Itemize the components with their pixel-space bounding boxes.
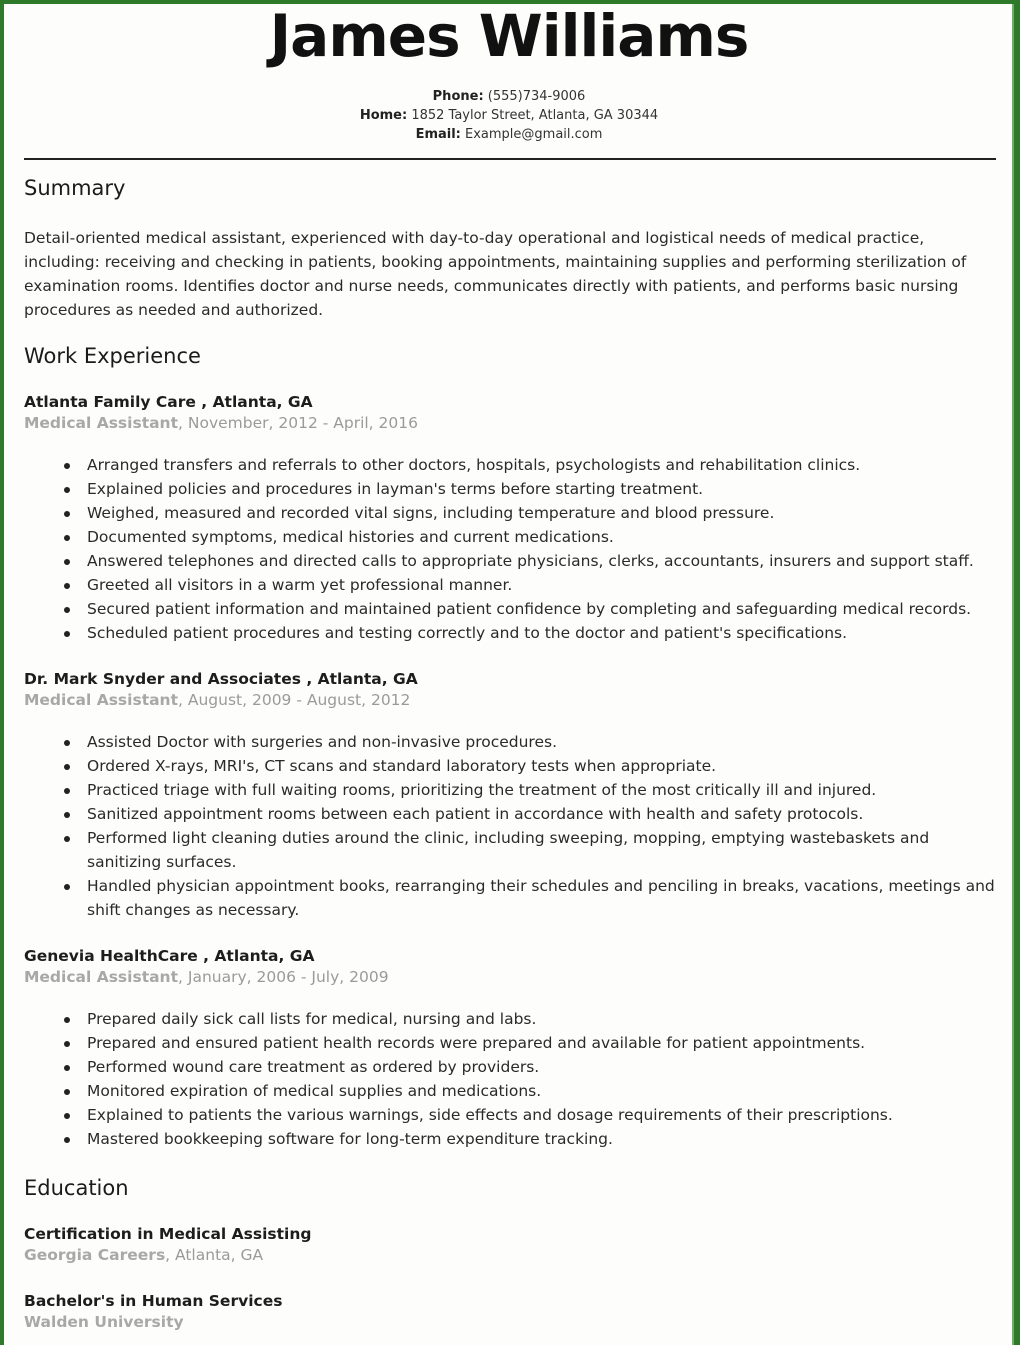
list-item: Prepared and ensured patient health records were prepared and available for patient appointments.: [24, 1031, 999, 1055]
job-dates: , January, 2006 - July, 2009: [178, 968, 389, 986]
list-item: Performed wound care treatment as ordered by providers.: [24, 1055, 999, 1079]
list-item: Secured patient information and maintained patient confidence by completing and safeguarding medical records.: [24, 597, 999, 621]
home-label: Home:: [359, 108, 408, 123]
summary-heading: Summary: [24, 176, 126, 200]
list-item: Sanitized appointment rooms between each patient in accordance with health and safety protocols.: [24, 802, 999, 826]
job-role: [24, 967, 389, 988]
job-role: [24, 690, 418, 711]
job-entry: [24, 392, 418, 434]
list-item: Explained to patients the various warnings, side effects and dosage requirements of their prescriptions.: [24, 1103, 999, 1127]
bullet-dot-icon: [64, 788, 70, 794]
job-dates: , November, 2012 - April, 2016: [178, 414, 418, 432]
phone-value: (555)734-9006: [487, 89, 586, 104]
job-employer: Dr. Mark Snyder and Associates , Atlanta, GA: [24, 670, 418, 688]
bullet-dot-icon: [64, 812, 70, 818]
resume-page: [4, 4, 1014, 1345]
list-item: Greeted all visitors in a warm yet professional manner.: [24, 573, 999, 597]
bullet-dot-icon: [64, 1041, 70, 1047]
bullet-dot-icon: [64, 607, 70, 613]
bullet-dot-icon: [64, 631, 70, 637]
education-school-line: [24, 1245, 311, 1266]
list-item: Handled physician appointment books, rearranging their schedules and penciling in breaks, vacations, meetings and shift changes as necessary.: [24, 874, 999, 922]
bullet-dot-icon: [64, 884, 70, 890]
job-role: [24, 413, 418, 434]
phone-label: Phone:: [432, 89, 484, 104]
contact-home: [4, 106, 1014, 125]
education-degree: Certification in Medical Assisting: [24, 1225, 312, 1243]
bullet-dot-icon: [64, 1137, 70, 1143]
summary-text: Detail-oriented medical assistant, experienced with day-to-day operational and logistical needs of medical practice, including: receiving and checking in patients, booking appointments, maintaining supplies and performing sterilization of examination rooms. Identifies doctor and nurse needs, communicates directly with patients, and performs basic nursing procedures as needed and authorized.: [24, 229, 967, 319]
education-school: Walden University: [24, 1313, 184, 1331]
job-bullets: [24, 730, 999, 922]
job-title: Medical Assistant: [24, 968, 179, 986]
list-item: Arranged transfers and referrals to other doctors, hospitals, psychologists and rehabilitation clinics.: [24, 453, 999, 477]
work-experience-heading: Work Experience: [24, 344, 201, 368]
home-value: 1852 Taylor Street, Atlanta, GA 30344: [411, 108, 659, 123]
list-item: Scheduled patient procedures and testing correctly and to the doctor and patient's specifications.: [24, 621, 999, 645]
job-dates: , August, 2009 - August, 2012: [178, 691, 411, 709]
list-item: Monitored expiration of medical supplies and medications.: [24, 1079, 999, 1103]
list-item: Ordered X-rays, MRI's, CT scans and standard laboratory tests when appropriate.: [24, 754, 999, 778]
list-item: Mastered bookkeeping software for long-term expenditure tracking.: [24, 1127, 999, 1151]
job-title: Medical Assistant: [24, 691, 179, 709]
list-item: Assisted Doctor with surgeries and non-invasive procedures.: [24, 730, 999, 754]
job-bullets: [24, 453, 999, 645]
bullet-dot-icon: [64, 764, 70, 770]
education-location: , Atlanta, GA: [165, 1246, 264, 1264]
job-employer: Atlanta Family Care , Atlanta, GA: [24, 393, 313, 411]
list-item: Prepared daily sick call lists for medical, nursing and labs.: [24, 1007, 999, 1031]
list-item: Performed light cleaning duties around the clinic, including sweeping, mopping, emptying wastebaskets and sanitizing surfaces.: [24, 826, 999, 874]
bullet-dot-icon: [64, 535, 70, 541]
list-item: Documented symptoms, medical histories and current medications.: [24, 525, 999, 549]
education-entry: [24, 1291, 282, 1333]
bullet-dot-icon: [64, 1065, 70, 1071]
bullet-dot-icon: [64, 487, 70, 493]
contact-phone: [4, 87, 1014, 106]
education-degree: Bachelor's in Human Services: [24, 1292, 283, 1310]
bullet-dot-icon: [64, 836, 70, 842]
job-title: Medical Assistant: [24, 414, 179, 432]
bullet-dot-icon: [64, 511, 70, 517]
bullet-dot-icon: [64, 463, 70, 469]
job-employer: Genevia HealthCare , Atlanta, GA: [24, 947, 315, 965]
candidate-name: James Williams: [269, 2, 749, 70]
list-item: Weighed, measured and recorded vital signs, including temperature and blood pressure.: [24, 501, 999, 525]
bullet-dot-icon: [64, 1089, 70, 1095]
education-school: Georgia Careers: [24, 1246, 166, 1264]
list-item: Answered telephones and directed calls to appropriate physicians, clerks, accountants, insurers and support staff.: [24, 549, 999, 573]
list-item: Explained policies and procedures in layman's terms before starting treatment.: [24, 477, 999, 501]
email-value: Example@gmail.com: [465, 127, 603, 142]
bullet-dot-icon: [64, 559, 70, 565]
contact-email: [4, 125, 1014, 144]
bullet-dot-icon: [64, 1113, 70, 1119]
email-label: Email:: [415, 127, 461, 142]
bullet-dot-icon: [64, 740, 70, 746]
header-divider: [24, 158, 996, 160]
education-heading: Education: [24, 1176, 129, 1200]
bullet-dot-icon: [64, 583, 70, 589]
education-entry: [24, 1224, 311, 1266]
bullet-dot-icon: [64, 1017, 70, 1023]
job-entry: [24, 946, 389, 988]
job-bullets: [24, 1007, 999, 1151]
list-item: Practiced triage with full waiting rooms, prioritizing the treatment of the most critically ill and injured.: [24, 778, 999, 802]
education-school-line: [24, 1312, 282, 1333]
job-entry: [24, 669, 418, 711]
